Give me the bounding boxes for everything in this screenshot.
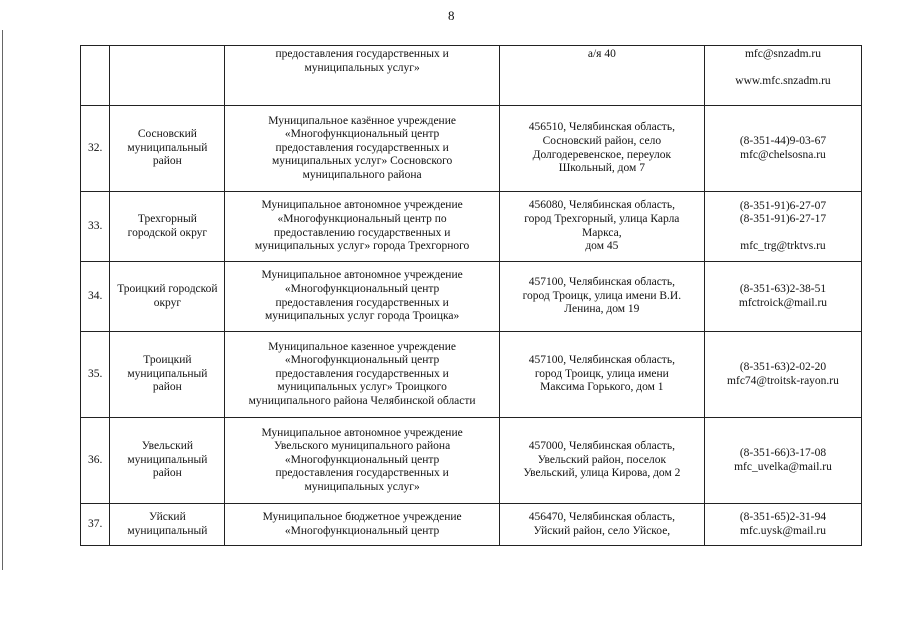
table-row (81, 504, 862, 546)
address: 457000, Челябинская область, Увельский район, поселок Увельский, улица Кирова, дом 2 (499, 418, 704, 504)
district-name: Увельский муниципальный район (110, 418, 225, 504)
address: 456470, Челябинская область, Уйский район, село Уйское, (499, 504, 704, 546)
email: mfc@chelsosna.ru (740, 148, 826, 161)
organization-name: предоставления государственных и муниципальных услуг» (225, 46, 499, 106)
table-row (81, 106, 862, 192)
table-row (81, 332, 862, 418)
contacts (704, 106, 861, 192)
organization-name: Муниципальное казённое учреждение «Многофункциональный центр предоставления государственных и муниципальных услуг» Сосновского муниципального района (225, 106, 499, 192)
email: mfc_trg@trktvs.ru (740, 239, 826, 252)
district-name: Сосновский муниципальный район (110, 106, 225, 192)
row-number (81, 46, 110, 106)
address: 457100, Челябинская область, город Троицк, улица имени Максима Горького, дом 1 (499, 332, 704, 418)
address: 457100, Челябинская область, город Троицк, улица имени В.И. Ленина, дом 19 (499, 262, 704, 332)
page-number: 8 (448, 8, 455, 23)
organization-name: Муниципальное бюджетное учреждение «Многофункциональный центр (225, 504, 499, 546)
row-number: 32. (81, 106, 110, 192)
table-row (81, 192, 862, 262)
row-number: 33. (81, 192, 110, 262)
table-row (81, 46, 862, 106)
contacts (704, 332, 861, 418)
organization-name: Муниципальное автономное учреждение «Многофункциональный центр по предоставлению государственных и муниципальных услуг» города Трехгорного (225, 192, 499, 262)
address: а/я 40 (499, 46, 704, 106)
organization-name: Муниципальное автономное учреждение «Многофункциональный центр предоставления государственных и муниципальных услуг города Троицка» (225, 262, 499, 332)
contacts (704, 504, 861, 546)
organization-name: Муниципальное автономное учреждение Увельского муниципального района «Многофункциональный центр предоставления государственных и муниципальных услуг» (225, 418, 499, 504)
district-name: Троицкий муниципальный район (110, 332, 225, 418)
row-number: 36. (81, 418, 110, 504)
contacts (704, 46, 861, 106)
district-name: Трехгорный городской округ (110, 192, 225, 262)
contacts (704, 418, 861, 504)
phone: (8-351-66)3-17-08 (739, 446, 827, 459)
phone: (8-351-91)6-27-07 (8-351-91)6-27-17 (739, 199, 827, 226)
phone: mfc@snzadm.ru (744, 48, 821, 60)
organization-name: Муниципальное казенное учреждение «Многофункциональный центр предоставления государственных и муниципальных услуг» Троицкого муниципального района Челябинской области (225, 332, 499, 418)
phone: (8-351-44)9-03-67 (739, 134, 827, 147)
district-name: Троицкий городской округ (110, 262, 225, 332)
email: mfc74@troitsk-rayon.ru (727, 374, 839, 387)
phone: (8-351-63)2-02-20 (739, 360, 827, 373)
address: 456080, Челябинская область, город Трехгорный, улица Карла Маркса, дом 45 (499, 192, 704, 262)
phone: (8-351-65)2-31-94 (739, 510, 827, 523)
row-number: 35. (81, 332, 110, 418)
email: mfc.uysk@mail.ru (739, 524, 826, 537)
row-number: 37. (81, 504, 110, 546)
email: mfctroick@mail.ru (738, 296, 828, 309)
mfc-table (80, 45, 862, 546)
table-row (81, 262, 862, 332)
scan-edge-line (2, 30, 3, 570)
address: 456510, Челябинская область, Сосновский район, село Долгодеревенское, переулок Школьный, дом 7 (499, 106, 704, 192)
district-name: Уйский муниципальный (110, 504, 225, 546)
contacts (704, 262, 861, 332)
phone: (8-351-63)2-38-51 (739, 282, 827, 295)
email: mfc_uvelka@mail.ru (734, 460, 832, 473)
table-row (81, 418, 862, 504)
contacts (704, 192, 861, 262)
website: www.mfc.snzadm.ru (735, 74, 831, 87)
row-number: 34. (81, 262, 110, 332)
district-name (110, 46, 225, 106)
